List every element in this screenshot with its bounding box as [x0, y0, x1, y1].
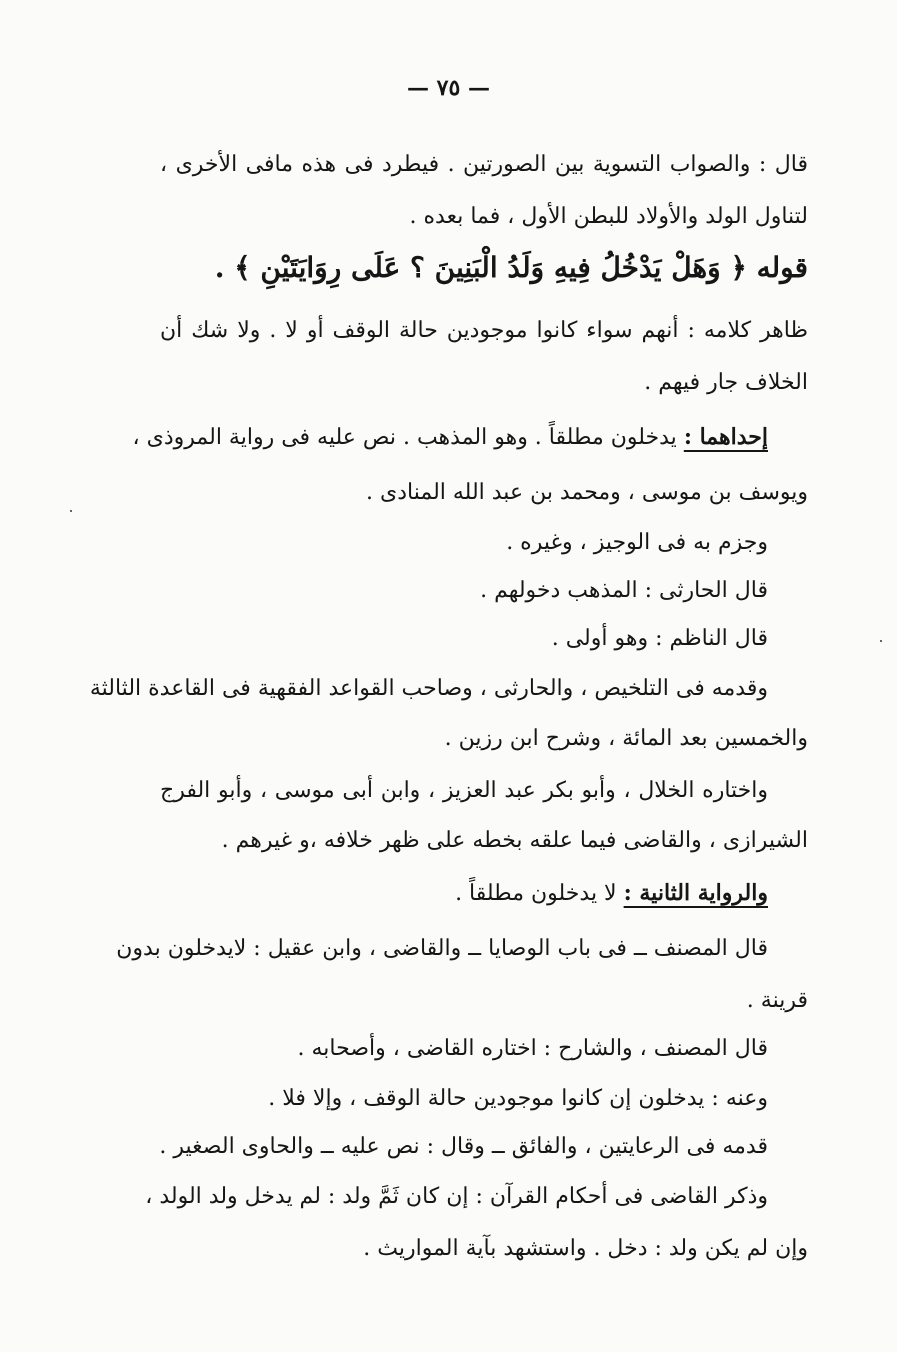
text-line: ظاهر كلامه : أنهم سواء كانوا موجودين حالة الوقف أو لا . ولا شك أن: [160, 318, 808, 343]
riwaya-text: لا يدخلون مطلقاً .: [455, 881, 624, 906]
scan-speck: [880, 640, 882, 642]
riwaya-label: والرواية الثانية :: [623, 880, 768, 906]
text-line: قال الحارثى : المذهب دخولهم .: [480, 578, 768, 603]
text-line: وذكر القاضى فى أحكام القرآن : إن كان ثَمَّ ولد : لم يدخل ولد الولد ،: [145, 1184, 768, 1209]
page-number: — ٧٥ —: [407, 75, 490, 101]
text-line: قال : والصواب التسوية بين الصورتين . فيطرد فى هذه مافى الأخرى ،: [160, 152, 808, 177]
text-line: الشيرازى ، والقاضى فيما علقه بخطه على ظهر خلافه ،و غيرهم .: [221, 828, 808, 853]
text-line: وعنه : يدخلون إن كانوا موجودين حالة الوقف ، وإلا فلا .: [268, 1086, 768, 1111]
text-line: ويوسف بن موسى ، ومحمد بن عبد الله المنادى .: [366, 480, 808, 505]
scan-speck: [70, 510, 72, 512]
text-line: لتناول الولد والأولاد للبطن الأول ، فما بعده .: [409, 204, 808, 229]
riwaya-text: يدخلون مطلقاً . وهو المذهب . نص عليه فى رواية المروذى ،: [132, 425, 684, 450]
text-line: قرينة .: [746, 988, 808, 1013]
riwaya-label: إحداهما :: [683, 424, 768, 450]
text-line: وإن لم يكن ولد : دخل . واستشهد بآية المواريث .: [363, 1236, 808, 1261]
text-line: قدمه فى الرعايتين ، والفائق ــ وقال : نص عليه ــ والحاوى الصغير .: [159, 1134, 768, 1159]
text-line: [132, 422, 768, 453]
text-line: وجزم به فى الوجيز ، وغيره .: [506, 530, 768, 555]
text-line: وقدمه فى التلخيص ، والحارثى ، وصاحب القواعد الفقهية فى القاعدة الثالثة: [89, 676, 768, 701]
text-line: قال المصنف ــ فى باب الوصايا ــ والقاضى ، وابن عقيل : لايدخلون بدون: [116, 936, 768, 961]
text-line: [160, 878, 768, 909]
verse-heading: قوله ﴿ وَهَلْ يَدْخُلُ فِيهِ وَلَدُ الْبَنِينَ ؟ عَلَى رِوَايَتَيْنِ ﴾ .: [214, 251, 808, 284]
text-line: والخمسين بعد المائة ، وشرح ابن رزين .: [444, 726, 808, 751]
text-line: قال المصنف ، والشارح : اختاره القاضى ، وأصحابه .: [297, 1036, 768, 1061]
text-line: الخلاف جار فيهم .: [644, 370, 808, 395]
text-line: قال الناظم : وهو أولى .: [551, 626, 768, 651]
text-line: واختاره الخلال ، وأبو بكر عبد العزيز ، وابن أبى موسى ، وأبو الفرج: [160, 778, 768, 803]
